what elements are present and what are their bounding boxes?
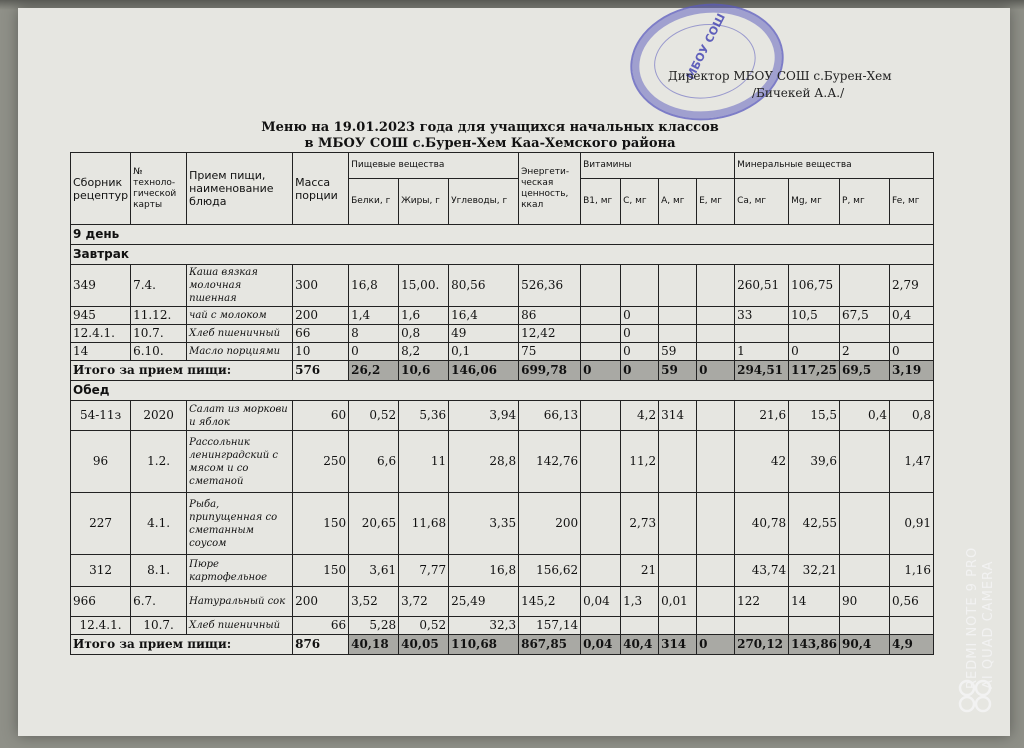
cell-energy: 157,14	[519, 617, 581, 635]
cell-ca: 21,6	[735, 401, 789, 431]
page-title	[250, 120, 730, 152]
cell-c: 21	[621, 555, 659, 587]
total-a: 314	[659, 635, 697, 655]
cell-mass: 150	[293, 555, 349, 587]
col-b1: В1, мг	[581, 179, 621, 225]
total-carbs: 110,68	[449, 635, 519, 655]
col-tech-card: № техноло-гической карты	[131, 153, 187, 225]
cell-a: 314	[659, 401, 697, 431]
cell-fe: 0,4	[890, 307, 934, 325]
cell-protein: 3,61	[349, 555, 399, 587]
total-p: 90,4	[840, 635, 890, 655]
cell-mg: 10,5	[789, 307, 840, 325]
cell-collection: 312	[71, 555, 131, 587]
cell-c: 0	[621, 325, 659, 343]
cell-p: 0,4	[840, 401, 890, 431]
cell-fat: 15,00.	[399, 265, 449, 307]
cell-card: 6.10.	[131, 343, 187, 361]
cell-energy: 526,36	[519, 265, 581, 307]
cell-fat: 1,6	[399, 307, 449, 325]
breakfast-total-row	[71, 361, 934, 381]
total-b1: 0	[581, 361, 621, 381]
cell-card: 4.1.	[131, 493, 187, 555]
table-row	[71, 493, 934, 555]
cell-mg: 106,75	[789, 265, 840, 307]
col-c: С, мг	[621, 179, 659, 225]
total-ca: 294,51	[735, 361, 789, 381]
cell-p: 2	[840, 343, 890, 361]
cell-e	[697, 555, 735, 587]
cell-fe	[890, 617, 934, 635]
cell-collection: 96	[71, 431, 131, 493]
total-mass: 876	[293, 635, 349, 655]
cell-energy: 200	[519, 493, 581, 555]
cell-mass: 250	[293, 431, 349, 493]
cell-mass: 66	[293, 325, 349, 343]
cell-c: 0	[621, 307, 659, 325]
col-collection: Сборник рецептур	[71, 153, 131, 225]
cell-e	[697, 325, 735, 343]
cell-c: 11,2	[621, 431, 659, 493]
cell-mg: 42,55	[789, 493, 840, 555]
cell-protein: 5,28	[349, 617, 399, 635]
cell-mg: 0	[789, 343, 840, 361]
cell-protein: 6,6	[349, 431, 399, 493]
cell-carbs: 3,35	[449, 493, 519, 555]
cell-dish: Хлеб пшеничный	[187, 617, 293, 635]
cell-energy: 145,2	[519, 587, 581, 617]
cell-b1	[581, 401, 621, 431]
cell-card: 10.7.	[131, 325, 187, 343]
day-label: 9 день	[71, 225, 934, 245]
total-label: Итого за прием пищи:	[71, 361, 293, 381]
title-line-2: в МБОУ СОШ с.Бурен-Хем Каа-Хемского района	[304, 136, 676, 151]
cell-a	[659, 265, 697, 307]
cell-ca: 40,78	[735, 493, 789, 555]
cell-carbs: 3,94	[449, 401, 519, 431]
cell-protein: 1,4	[349, 307, 399, 325]
cell-energy: 12,42	[519, 325, 581, 343]
director-name: /Бичекей А.А./	[752, 86, 845, 100]
cell-fe: 2,79	[890, 265, 934, 307]
cell-a	[659, 493, 697, 555]
cell-fat: 5,36	[399, 401, 449, 431]
col-fe: Fe, мг	[890, 179, 934, 225]
cell-card: 1.2.	[131, 431, 187, 493]
col-p: Р, мг	[840, 179, 890, 225]
cell-mg: 39,6	[789, 431, 840, 493]
camera-type: AI QUAD CAMERA	[981, 560, 996, 689]
cell-a	[659, 325, 697, 343]
cell-collection: 14	[71, 343, 131, 361]
cell-protein: 0,52	[349, 401, 399, 431]
cell-energy: 66,13	[519, 401, 581, 431]
cell-ca: 33	[735, 307, 789, 325]
col-protein: Белки, г	[349, 179, 399, 225]
cell-card: 8.1.	[131, 555, 187, 587]
stamp-text: МБОУ СОШ	[683, 11, 728, 82]
cell-c	[621, 617, 659, 635]
lunch-total-row	[71, 635, 934, 655]
total-e: 0	[697, 361, 735, 381]
cell-c: 2,73	[621, 493, 659, 555]
cell-dish: Рыба, припущенная со сметанным соусом	[187, 493, 293, 555]
table-row	[71, 307, 934, 325]
camera-watermark-text	[965, 499, 997, 689]
cell-protein: 16,8	[349, 265, 399, 307]
cell-carbs: 0,1	[449, 343, 519, 361]
col-mg: Mg, мг	[789, 179, 840, 225]
col-meal: Прием пищи, наименование блюда	[187, 153, 293, 225]
table-row	[71, 401, 934, 431]
table-row	[71, 555, 934, 587]
cell-collection: 349	[71, 265, 131, 307]
cell-e	[697, 431, 735, 493]
cell-e	[697, 401, 735, 431]
cell-card: 2020	[131, 401, 187, 431]
total-fat: 40,05	[399, 635, 449, 655]
cell-carbs: 16,8	[449, 555, 519, 587]
table-row	[71, 587, 934, 617]
cell-ca	[735, 325, 789, 343]
cell-collection: 54-11з	[71, 401, 131, 431]
cell-carbs: 25,49	[449, 587, 519, 617]
cell-fat: 11	[399, 431, 449, 493]
cell-b1	[581, 265, 621, 307]
cell-fe: 0,91	[890, 493, 934, 555]
total-mass: 576	[293, 361, 349, 381]
cell-fe: 0,56	[890, 587, 934, 617]
total-mg: 117,25	[789, 361, 840, 381]
cell-fat: 0,8	[399, 325, 449, 343]
cell-a	[659, 307, 697, 325]
cell-mg	[789, 325, 840, 343]
cell-fe: 1,16	[890, 555, 934, 587]
director-title: Директор МБОУ СОШ с.Бурен-Хем	[668, 69, 892, 83]
cell-fat: 0,52	[399, 617, 449, 635]
lunch-label: Обед	[71, 381, 934, 401]
total-fat: 10,6	[399, 361, 449, 381]
cell-p: 90	[840, 587, 890, 617]
cell-carbs: 28,8	[449, 431, 519, 493]
cell-carbs: 49	[449, 325, 519, 343]
cell-mass: 150	[293, 493, 349, 555]
cell-mass: 60	[293, 401, 349, 431]
cell-p	[840, 325, 890, 343]
cell-c	[621, 265, 659, 307]
cell-collection: 12.4.1.	[71, 617, 131, 635]
cell-fat: 8,2	[399, 343, 449, 361]
breakfast-label: Завтрак	[71, 245, 934, 265]
total-energy: 867,85	[519, 635, 581, 655]
cell-ca: 43,74	[735, 555, 789, 587]
cell-dish: Натуральный сок	[187, 587, 293, 617]
cell-ca: 42	[735, 431, 789, 493]
cell-dish: Пюре картофельное	[187, 555, 293, 587]
cell-energy: 142,76	[519, 431, 581, 493]
cell-collection: 945	[71, 307, 131, 325]
col-carbs: Углеводы, г	[449, 179, 519, 225]
cell-e	[697, 265, 735, 307]
total-carbs: 146,06	[449, 361, 519, 381]
total-b1: 0,04	[581, 635, 621, 655]
cell-card: 7.4.	[131, 265, 187, 307]
cell-fat: 7,77	[399, 555, 449, 587]
cell-b1	[581, 431, 621, 493]
total-protein: 26,2	[349, 361, 399, 381]
col-fat: Жиры, г	[399, 179, 449, 225]
col-nutrients: Пищевые вещества	[349, 153, 519, 179]
cell-c: 4,2	[621, 401, 659, 431]
cell-b1	[581, 343, 621, 361]
cell-protein: 20,65	[349, 493, 399, 555]
cell-carbs: 32,3	[449, 617, 519, 635]
cell-p	[840, 555, 890, 587]
col-energy: Энергети-ческая ценность, ккал	[519, 153, 581, 225]
cell-b1	[581, 555, 621, 587]
cell-p	[840, 493, 890, 555]
cell-a	[659, 617, 697, 635]
cell-p: 67,5	[840, 307, 890, 325]
cell-mass: 200	[293, 307, 349, 325]
cell-dish: Каша вязкая молочная пшенная	[187, 265, 293, 307]
total-fe: 3,19	[890, 361, 934, 381]
cell-b1	[581, 617, 621, 635]
cell-card: 11.12.	[131, 307, 187, 325]
cell-c: 0	[621, 343, 659, 361]
cell-protein: 0	[349, 343, 399, 361]
total-c: 0	[621, 361, 659, 381]
cell-collection: 12.4.1.	[71, 325, 131, 343]
cell-mass: 10	[293, 343, 349, 361]
total-c: 40,4	[621, 635, 659, 655]
cell-b1	[581, 493, 621, 555]
cell-a	[659, 431, 697, 493]
total-label: Итого за прием пищи:	[71, 635, 293, 655]
cell-e	[697, 493, 735, 555]
quad-camera-icon	[955, 676, 995, 716]
col-mass: Масса порции	[293, 153, 349, 225]
cell-protein: 8	[349, 325, 399, 343]
table-row	[71, 325, 934, 343]
cell-fe: 1,47	[890, 431, 934, 493]
cell-e	[697, 307, 735, 325]
cell-b1	[581, 307, 621, 325]
cell-p	[840, 617, 890, 635]
cell-b1: 0,04	[581, 587, 621, 617]
cell-ca: 122	[735, 587, 789, 617]
title-line-1: Меню на 19.01.2023 года для учащихся начальных классов	[261, 120, 719, 135]
table-row	[71, 265, 934, 307]
col-minerals: Минеральные вещества	[735, 153, 934, 179]
cell-dish: чай с молоком	[187, 307, 293, 325]
cell-p	[840, 265, 890, 307]
cell-b1	[581, 325, 621, 343]
total-protein: 40,18	[349, 635, 399, 655]
cell-a: 59	[659, 343, 697, 361]
cell-fe	[890, 325, 934, 343]
col-e: Е, мг	[697, 179, 735, 225]
cell-mg: 15,5	[789, 401, 840, 431]
table-row	[71, 431, 934, 493]
cell-e	[697, 617, 735, 635]
total-e: 0	[697, 635, 735, 655]
cell-ca: 1	[735, 343, 789, 361]
cell-mass: 300	[293, 265, 349, 307]
cell-e	[697, 343, 735, 361]
cell-dish: Рассольник ленинградский с мясом и со сметаной	[187, 431, 293, 493]
cell-energy: 86	[519, 307, 581, 325]
cell-collection: 966	[71, 587, 131, 617]
cell-fe: 0	[890, 343, 934, 361]
cell-energy: 75	[519, 343, 581, 361]
cell-e	[697, 587, 735, 617]
cell-ca	[735, 617, 789, 635]
total-fe: 4,9	[890, 635, 934, 655]
total-energy: 699,78	[519, 361, 581, 381]
camera-model: REDMI NOTE 9 PRO	[965, 546, 980, 689]
cell-fe: 0,8	[890, 401, 934, 431]
cell-protein: 3,52	[349, 587, 399, 617]
col-ca: Са, мг	[735, 179, 789, 225]
cell-a: 0,01	[659, 587, 697, 617]
col-vitamins: Витамины	[581, 153, 735, 179]
cell-p	[840, 431, 890, 493]
cell-mg	[789, 617, 840, 635]
cell-dish: Хлеб пшеничный	[187, 325, 293, 343]
total-a: 59	[659, 361, 697, 381]
cell-dish: Салат из моркови и яблок	[187, 401, 293, 431]
total-p: 69,5	[840, 361, 890, 381]
cell-energy: 156,62	[519, 555, 581, 587]
menu-table	[70, 152, 934, 655]
cell-mg: 32,21	[789, 555, 840, 587]
cell-a	[659, 555, 697, 587]
cell-card: 10.7.	[131, 617, 187, 635]
total-mg: 143,86	[789, 635, 840, 655]
cell-fat: 3,72	[399, 587, 449, 617]
cell-ca: 260,51	[735, 265, 789, 307]
cell-carbs: 80,56	[449, 265, 519, 307]
table-row	[71, 617, 934, 635]
cell-mg: 14	[789, 587, 840, 617]
cell-fat: 11,68	[399, 493, 449, 555]
total-ca: 270,12	[735, 635, 789, 655]
col-a: А, мг	[659, 179, 697, 225]
cell-collection: 227	[71, 493, 131, 555]
cell-carbs: 16,4	[449, 307, 519, 325]
cell-mass: 66	[293, 617, 349, 635]
cell-dish: Масло порциями	[187, 343, 293, 361]
cell-card: 6.7.	[131, 587, 187, 617]
cell-c: 1,3	[621, 587, 659, 617]
cell-mass: 200	[293, 587, 349, 617]
table-row	[71, 343, 934, 361]
